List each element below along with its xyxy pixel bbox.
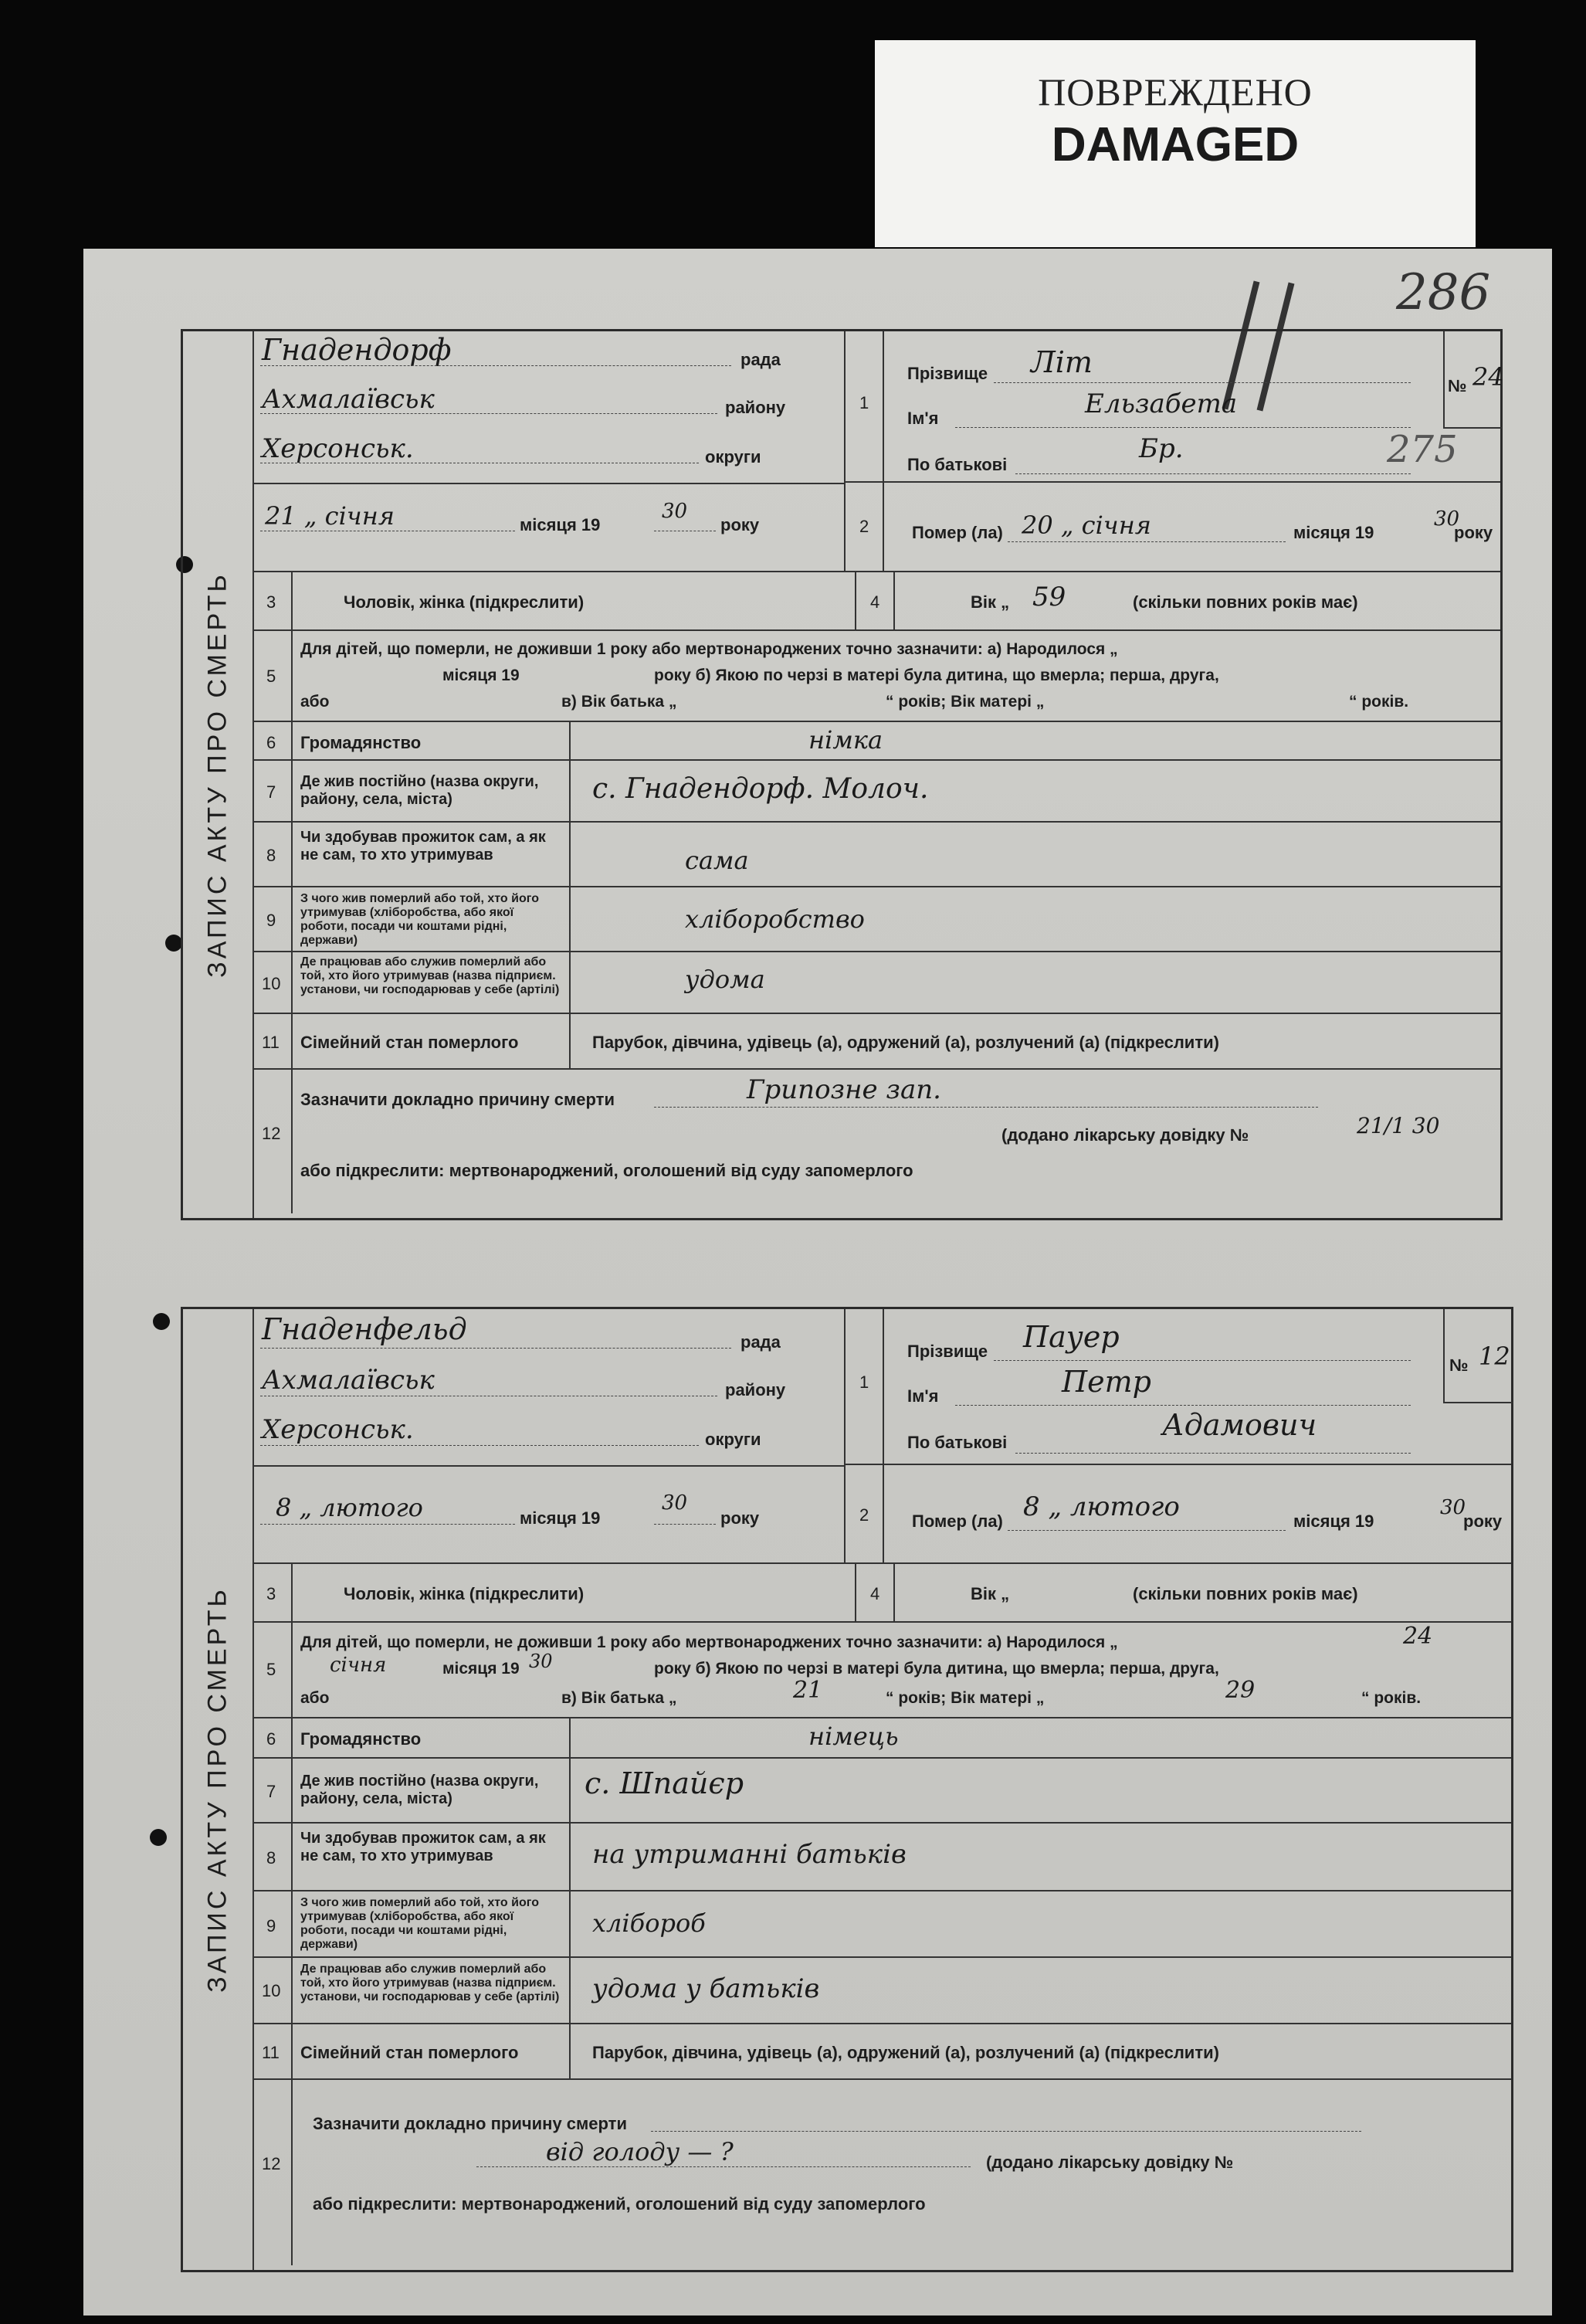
children-line-1: Для дітей, що померли, не доживши 1 року або мертвонароджених точно зазначити: а) Народилося „ xyxy=(300,1634,1118,1651)
raion-value: Ахмалаївськ xyxy=(262,1365,435,1396)
death-year-value: 30 xyxy=(1440,1496,1466,1519)
age-value: 59 xyxy=(1032,582,1066,612)
cause-value: Грипозне зап. xyxy=(747,1074,941,1105)
citizenship-label: Громадянство xyxy=(300,733,422,752)
rada-label: рада xyxy=(740,350,781,369)
registration-year-value: 30 xyxy=(662,1491,688,1515)
registration-year-value: 30 xyxy=(662,500,688,523)
registration-date-value: 21 „ січня xyxy=(265,501,395,531)
surname-value: Літ xyxy=(1031,345,1093,379)
marital-label: Сімейний стан померлого xyxy=(300,1033,519,1052)
children-line-2a: місяця 19 xyxy=(442,667,520,684)
okrug-value: Херсонськ. xyxy=(262,433,414,464)
record-number-value: 24 xyxy=(1472,362,1504,392)
raion-label: району xyxy=(725,1380,786,1399)
age-note: (скільки повних років має) xyxy=(1133,1584,1358,1603)
workplace-label: Де працював або служив померлий або той, хто його утримував (назва підприєм. установи, чи господарював у себе (артілі) xyxy=(300,1963,560,2003)
registration-year-label: року xyxy=(720,515,760,534)
age-label: Вік „ xyxy=(971,1584,1010,1603)
born-month-value: січня xyxy=(330,1654,387,1677)
name-label: Ім'я xyxy=(907,1386,939,1406)
death-year-value: 30 xyxy=(1434,507,1460,531)
residence-value: с. Шпайєр xyxy=(585,1766,744,1800)
registration-year-label: року xyxy=(720,1508,760,1528)
surname-label: Прізвище xyxy=(907,1342,988,1361)
born-day-value: 24 xyxy=(1403,1623,1433,1650)
death-date-label: Помер (ла) xyxy=(912,523,1003,542)
record-number-label: № xyxy=(1449,1355,1469,1375)
patronymic-label: По батькові xyxy=(907,455,1008,474)
source-value: хліборобство xyxy=(685,904,865,934)
cause-label: Зазначити докладно причину смерти xyxy=(300,1090,615,1109)
children-line-2b: року б) Якою по черзі в матері була дитина, що вмерла; перша, друга, xyxy=(654,1660,1219,1678)
name-block xyxy=(884,331,1504,483)
punch-hole xyxy=(150,1829,167,1846)
okrug-value: Херсонськ. xyxy=(262,1414,414,1445)
source-label: З чого жив померлий або той, хто його утримував (хліборобства, або якої роботи, посади чи коштами рідні, держави) xyxy=(300,892,539,947)
punch-hole xyxy=(165,935,182,952)
damaged-label-ukrainian: ПОВРЕЖДЕНО xyxy=(1038,70,1313,114)
sex-label: Чоловік, жінка (підкреслити) xyxy=(344,592,585,612)
marital-options: Парубок, дівчина, удівець (а), одружений (а), розлучений (а) (підкреслити) xyxy=(592,1033,1219,1052)
citizenship-value: німка xyxy=(808,725,883,755)
damaged-label-english: DAMAGED xyxy=(1051,118,1300,171)
children-line-3c: “ років; Вік матері „ xyxy=(886,693,1045,711)
okrug-label: округи xyxy=(705,447,761,466)
children-line-3b: в) Вік батька „ xyxy=(561,693,677,711)
mother-age-value: 29 xyxy=(1225,1677,1256,1704)
death-month-label: місяця 19 xyxy=(1293,523,1374,542)
children-line-3a: або xyxy=(300,693,330,711)
archive-number: 286 xyxy=(1396,264,1491,321)
rada-value: Гнаденфельд xyxy=(262,1312,467,1346)
registration-date-value: 8 „ лютого xyxy=(276,1493,423,1522)
children-line-2a: місяця 19 xyxy=(442,1660,520,1678)
name-value: Петр xyxy=(1062,1365,1151,1399)
patronymic-value: Адамович xyxy=(1162,1408,1317,1442)
citizenship-label: Громадянство xyxy=(300,1729,422,1749)
livelihood-value: сама xyxy=(685,846,749,875)
death-year-label: року xyxy=(1463,1511,1503,1531)
workplace-value: удома у батьків xyxy=(592,1973,820,2004)
death-record-2: ЗАПИС АКТУ ПРО СМЕРТЬ Гнаденфельд рада Ахмалаївськ району Херсонськ. округи 8 „ лютого місяця 19 30 року 1 2 Прізвище Пауер Ім'я Петр По батькові Адамович № 12 Помер (ла) 8 „ лютого місяця 19 30 року 3 Чоловік, жінка (підкреслити) 4 Вік „ (скільки повних років має) 5 Для дітей, що померли, не доживши 1 року або мертвонароджених точно зазначити: а) Народилося „ 24 січня місяця 19 30 року б) Якою по черзі в матері була дитина, що вмерла; перша, друга, або в) Вік батька „ 21 “ років; Вік матері „ 29 “ років. 6 Громадянство німець 7 Де жив постійно (назва округи, району, села, міста) с. Шпайєр 8 Чи здобував прожиток сам, а як не сам, то хто утримував на утриманні батьків 9 З чого жив померлий або той, хто його утримував (хліборобства, або якої роботи, посади чи коштами рідні, держави) хлібороб 10 Де працював або служив померлий або той, хто його утримував (назва підприєм. установи, чи господарював у себе (артілі) удома у батьків 11 Сімейний стан померлого Парубок, дівчина, удівець (а), одружений (а), розлучений (а) (підкреслити) 12 Зазначити докладно причину смерти від голоду — ? (додано лікарську довідку № або підкреслити: мертвонароджений, оголошений від суду запомерлого xyxy=(181,1307,1513,2272)
children-line-3d: “ років. xyxy=(1361,1689,1422,1707)
father-age-value: 21 xyxy=(793,1677,823,1704)
certificate-note: (додано лікарську довідку № xyxy=(1001,1125,1249,1145)
death-record-1: ЗАПИС АКТУ ПРО СМЕРТЬ Гнадендорф рада Ахмалаївськ району Херсонськ. округи 21 „ січня місяця 19 30 року 1 2 Прізвище Літ Ім'я Ельзабета По батькові Бр. № 24 Помер (ла) 20 „ січня місяця 19 30 року 3 Чоловік, жінка (підкреслити) 4 Вік „ 59 (скільки повних років має) 5 Для дітей, що померли, не доживши 1 року або мертвонароджених точно зазначити: а) Народилося „ місяця 19 року б) Якою по черзі в матері була дитина, що вмерла; перша, друга, або в) Вік батька „ “ років; Вік матері „ “ років. 6 Громадянство німка 7 Де жив постійно (назва округи, району, села, міста) с. Гнадендорф. Молоч. 8 Чи здобував прожиток сам, а як не сам, то хто утримував сама 9 З чого жив померлий або той, хто його утримував (хліборобства, або якої роботи, посади чи коштами рідні, держави) хліборобство 10 Де працював або служив померлий або той, хто його утримував (назва підприєм. установи, чи господарював у себе (артілі) удома 11 Сімейний стан померлого Парубок, дівчина, удівець (а), одружений (а), розлучений (а) (підкреслити) 12 Зазначити докладно причину смерти Грипозне зап. (додано лікарську довідку № 21/1 30 або підкреслити: мертвонароджений, оголошений від суду запомерлого xyxy=(181,329,1503,1220)
document-page xyxy=(83,249,1552,2316)
patronymic-label: По батькові xyxy=(907,1433,1008,1452)
stillborn-note: або підкреслити: мертвонароджений, оголошений від суду запомерлого xyxy=(300,1161,913,1180)
livelihood-value: на утриманні батьків xyxy=(592,1839,907,1870)
marital-options: Парубок, дівчина, удівець (а), одружений (а), розлучений (а) (підкреслити) xyxy=(592,2043,1219,2062)
okrug-label: округи xyxy=(705,1430,761,1449)
damaged-label xyxy=(875,40,1476,247)
age-label: Вік „ xyxy=(971,592,1010,612)
source-label: З чого жив померлий або той, хто його утримував (хліборобства, або якої роботи, посади чи коштами рідні, держави) xyxy=(300,1896,539,1951)
record-number-label: № xyxy=(1448,376,1467,395)
residence-label: Де жив постійно (назва округи, району, села, міста) xyxy=(300,773,539,808)
workplace-label: Де працював або служив померлий або той, хто його утримував (назва підприєм. установи, чи господарював у себе (артілі) xyxy=(300,955,560,996)
record-side-title: ЗАПИС АКТУ ПРО СМЕРТЬ xyxy=(183,1309,254,2270)
born-year-value: 30 xyxy=(529,1651,553,1672)
children-line-2b: року б) Якою по черзі в матері була дитина, що вмерла; перша, друга, xyxy=(654,667,1219,684)
children-line-3d: “ років. xyxy=(1349,693,1409,711)
certificate-note: (додано лікарську довідку № xyxy=(986,2153,1234,2172)
children-line-3a: або xyxy=(300,1689,330,1707)
age-note: (скільки повних років має) xyxy=(1133,592,1358,612)
residence-label: Де жив постійно (назва округи, району, села, міста) xyxy=(300,1773,539,1807)
death-date-block xyxy=(884,1465,1511,1564)
certificate-value: 21/1 30 xyxy=(1357,1113,1440,1138)
raion-value: Ахмалаївськ xyxy=(262,384,435,415)
children-line-1: Для дітей, що померли, не доживши 1 року або мертвонароджених точно зазначити: а) Народилося „ xyxy=(300,640,1118,658)
source-value: хлібороб xyxy=(592,1908,706,1938)
patronymic-value: Бр. xyxy=(1139,433,1184,464)
sex-label: Чоловік, жінка (підкреслити) xyxy=(344,1584,585,1603)
death-date-value: 20 „ січня xyxy=(1022,511,1151,540)
citizenship-value: німець xyxy=(808,1722,899,1751)
record-side-title: ЗАПИС АКТУ ПРО СМЕРТЬ xyxy=(183,331,254,1218)
livelihood-label: Чи здобував прожиток сам, а як не сам, то хто утримував xyxy=(300,829,546,863)
death-date-value: 8 „ лютого xyxy=(1023,1491,1180,1522)
children-line-3c: “ років; Вік матері „ xyxy=(886,1689,1045,1707)
name-label: Ім'я xyxy=(907,409,939,428)
rada-label: рада xyxy=(740,1332,781,1352)
name-block xyxy=(884,1309,1511,1465)
livelihood-label: Чи здобував прожиток сам, а як не сам, то хто утримував xyxy=(300,1830,546,1864)
record-number-value: 12 xyxy=(1479,1342,1510,1371)
cause-value: від голоду — ? xyxy=(546,2137,734,2166)
location-block xyxy=(252,331,846,572)
death-date-label: Помер (ла) xyxy=(912,1511,1003,1531)
raion-label: району xyxy=(725,398,786,417)
cause-label: Зазначити докладно причину смерти xyxy=(313,2114,627,2133)
children-line-3b: в) Вік батька „ xyxy=(561,1689,677,1707)
location-block xyxy=(252,1309,846,1564)
marital-label: Сімейний стан померлого xyxy=(300,2043,519,2062)
registration-month-label: місяця 19 xyxy=(520,515,601,534)
registration-month-label: місяця 19 xyxy=(520,1508,601,1528)
surname-value: Пауер xyxy=(1023,1320,1120,1354)
stillborn-note: або підкреслити: мертвонароджений, оголошений від суду запомерлого xyxy=(313,2194,926,2214)
death-month-label: місяця 19 xyxy=(1293,1511,1374,1531)
death-year-label: року xyxy=(1454,523,1493,542)
archive-number-secondary: 275 xyxy=(1387,428,1458,471)
death-date-block xyxy=(884,483,1500,572)
rada-value: Гнадендорф xyxy=(262,333,452,367)
name-value: Ельзабета xyxy=(1085,388,1238,419)
surname-label: Прізвище xyxy=(907,364,988,383)
workplace-value: удома xyxy=(685,965,765,994)
residence-value: с. Гнадендорф. Молоч. xyxy=(592,773,929,805)
